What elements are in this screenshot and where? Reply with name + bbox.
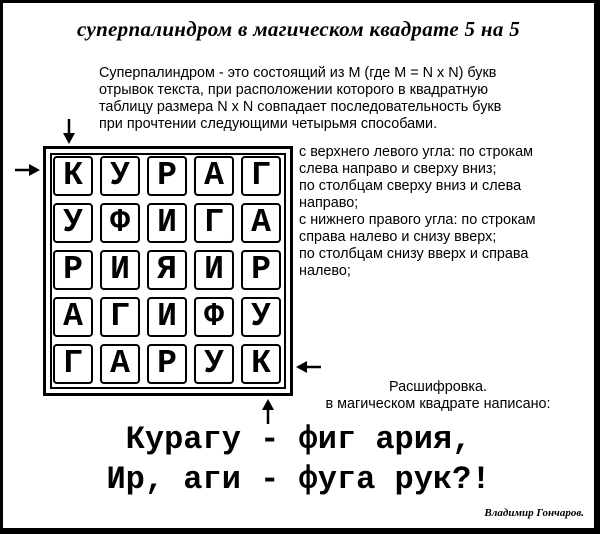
answer-line-1: Курагу - фиг ария, bbox=[125, 421, 472, 458]
grid-cell-r5c4: У bbox=[194, 344, 234, 384]
grid-cell-r2c3: И bbox=[147, 203, 187, 243]
decode-heading: Расшифровка. bbox=[388, 379, 487, 395]
grid-cell-r5c5: К bbox=[241, 344, 281, 384]
grid-cell-r1c1: К bbox=[53, 156, 93, 196]
reading-way-line: с верхнего левого угла: по строкам bbox=[299, 144, 534, 160]
grid-cell-r4c2: Г bbox=[100, 297, 140, 337]
grid-cell-r5c2: А bbox=[100, 344, 140, 384]
grid-cell-r1c4: А bbox=[194, 156, 234, 196]
grid-cell-r2c4: Г bbox=[194, 203, 234, 243]
grid-cell-r1c5: Г bbox=[241, 156, 281, 196]
arrow-left-icon bbox=[295, 360, 321, 374]
grid-cell-r3c3: Я bbox=[147, 250, 187, 290]
grid-cell-r2c1: У bbox=[53, 203, 93, 243]
decode-caption bbox=[303, 379, 573, 413]
grid-cell-r2c5: А bbox=[241, 203, 281, 243]
grid-cell-r4c4: Ф bbox=[194, 297, 234, 337]
arrow-down-icon bbox=[62, 119, 76, 145]
grid-cell-r3c1: Р bbox=[53, 250, 93, 290]
grid-cell-r5c3: Р bbox=[147, 344, 187, 384]
grid-cell-r2c2: Ф bbox=[100, 203, 140, 243]
grid-cell-r3c2: И bbox=[100, 250, 140, 290]
grid-cell-r4c1: А bbox=[53, 297, 93, 337]
grid-cell-r3c4: И bbox=[194, 250, 234, 290]
reading-way-line: направо; bbox=[299, 195, 359, 211]
reading-way-line: слева направо и сверху вниз; bbox=[299, 161, 497, 177]
reading-way-line: с нижнего правого угла: по строкам bbox=[299, 212, 536, 228]
reading-way-line: по столбцам снизу вверх и справа bbox=[299, 246, 529, 262]
author-signature: Владимир Гончаров. bbox=[484, 507, 584, 519]
answer-line-2: Ир, аги - фуга рук?! bbox=[106, 461, 491, 498]
grid-cell-r4c3: И bbox=[147, 297, 187, 337]
magic-square bbox=[43, 146, 293, 396]
reading-way-line: налево; bbox=[299, 263, 351, 279]
definition-text: Суперпалиндром - это состоящий из M (где M = N x N) букв отрывок текста, при расположении которого в квадратную таблицу размера N x N совпадает последовательность букв при прочтении следующими четырьмя способами. bbox=[99, 65, 502, 132]
decode-subheading: в магическом квадрате написано: bbox=[325, 396, 551, 412]
reading-ways bbox=[299, 144, 599, 280]
grid-cell-r1c2: У bbox=[100, 156, 140, 196]
grid-cell-r4c5: У bbox=[241, 297, 281, 337]
arrow-right-icon bbox=[15, 163, 41, 177]
grid-cell-r3c5: Р bbox=[241, 250, 281, 290]
reading-way-line: справа налево и снизу вверх; bbox=[299, 229, 497, 245]
page-title: суперпалиндром в магическом квадрате 5 на 5 bbox=[76, 17, 521, 41]
grid-cell-r5c1: Г bbox=[53, 344, 93, 384]
reading-way-line: по столбцам сверху вниз и слева bbox=[299, 178, 522, 194]
grid-cell-r1c3: Р bbox=[147, 156, 187, 196]
